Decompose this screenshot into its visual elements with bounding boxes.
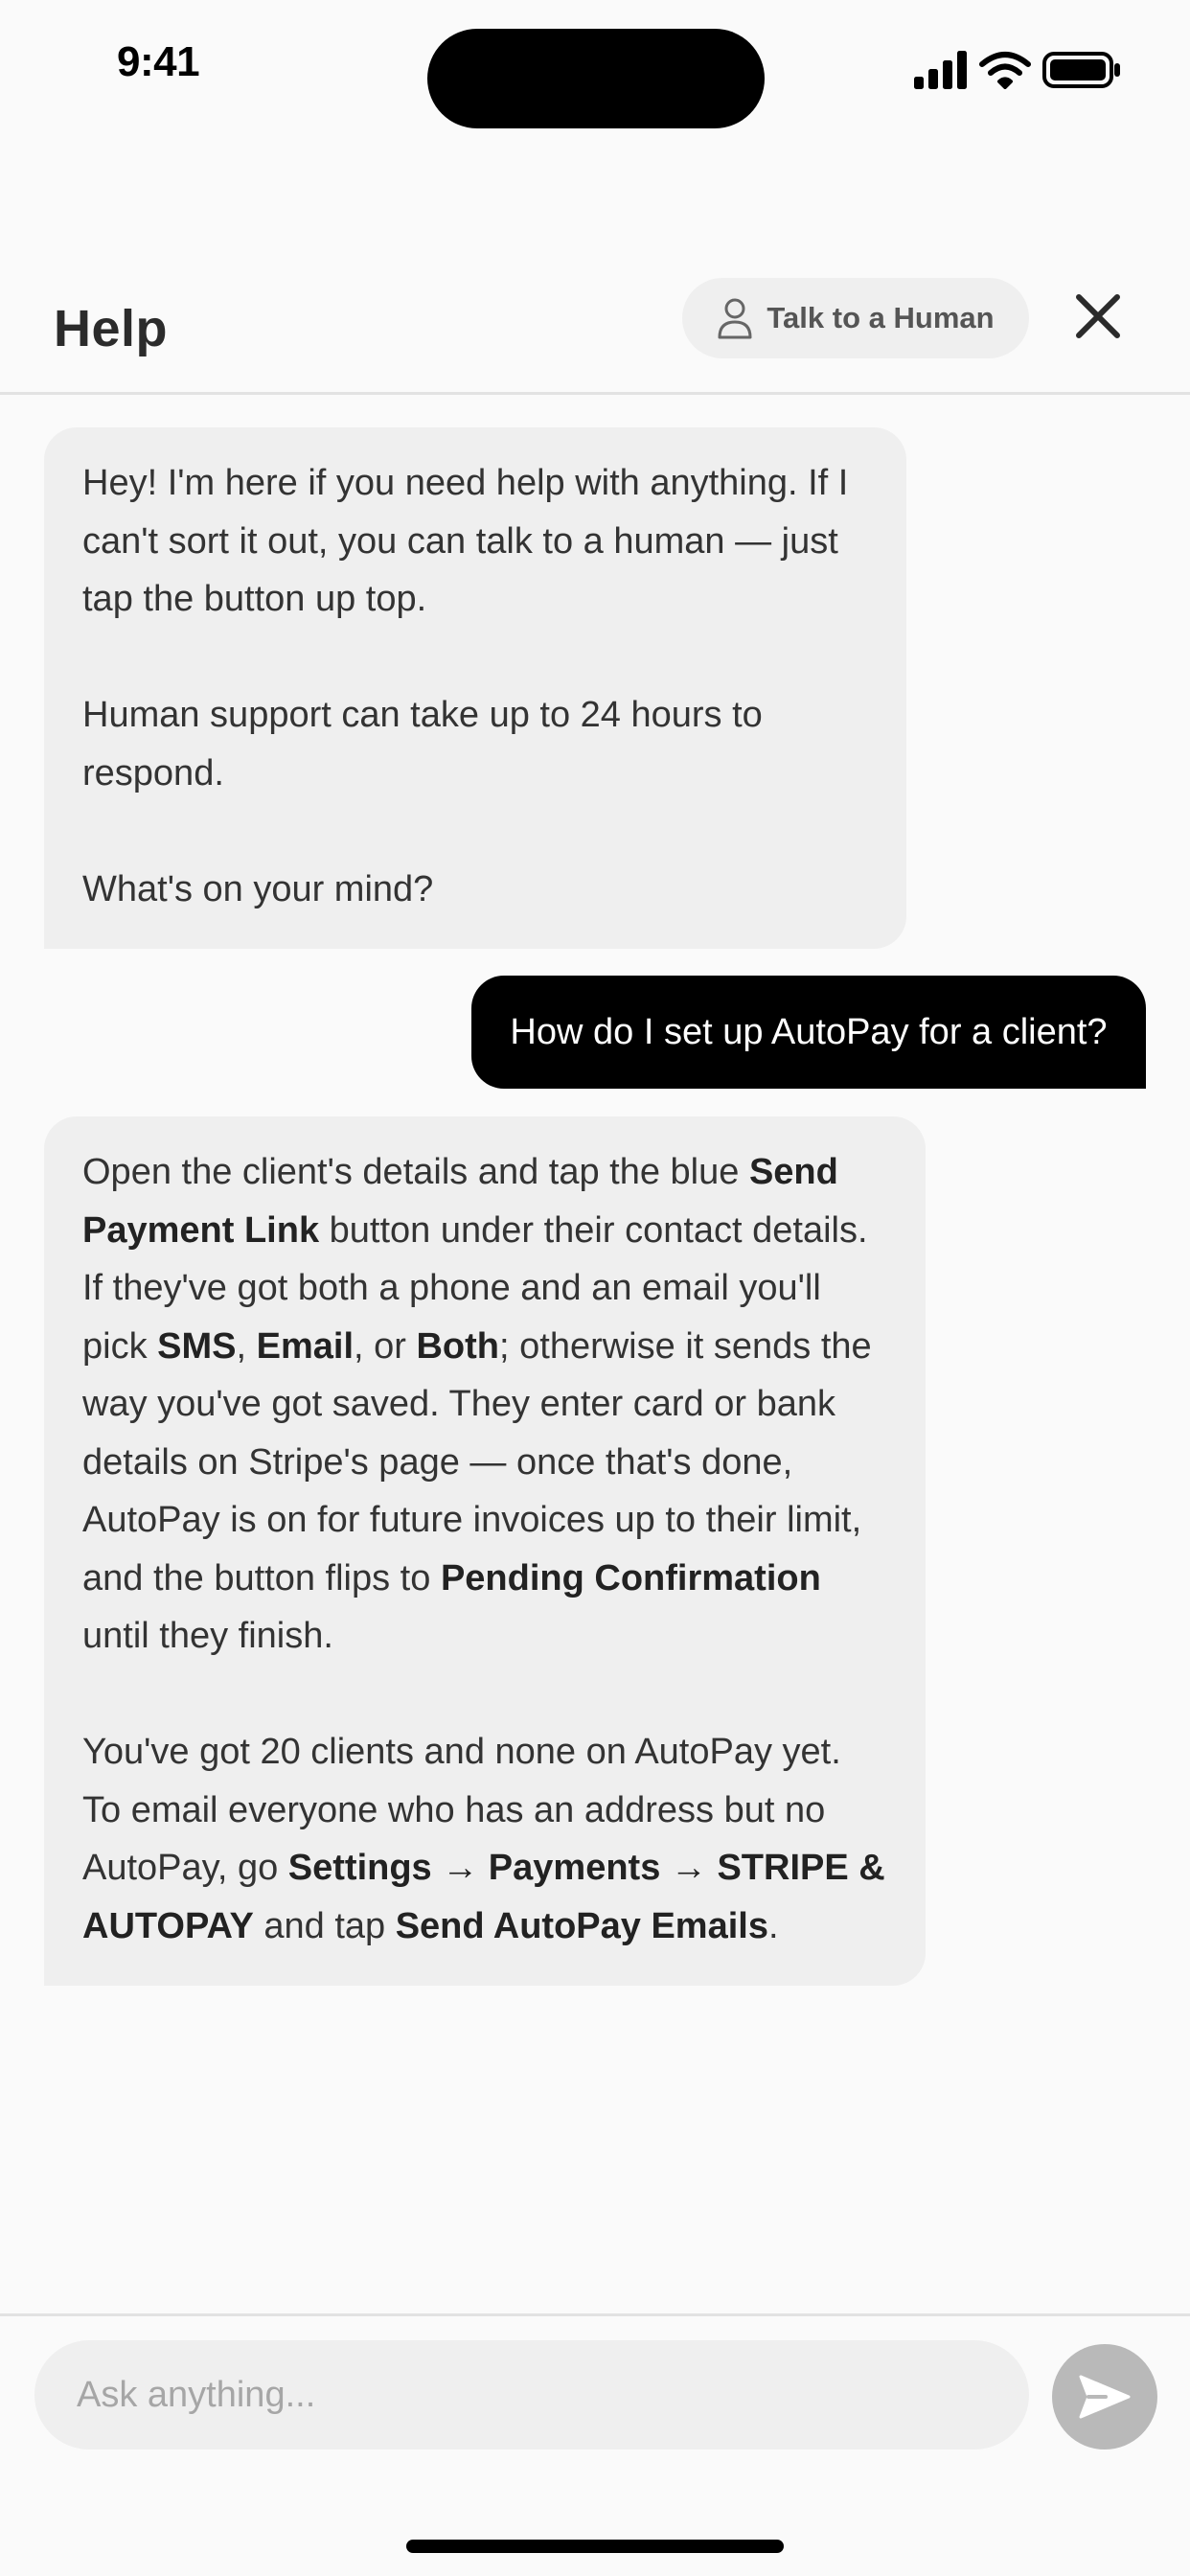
message-paragraph: Human support can take up to 24 hours to respond. — [82, 695, 763, 794]
close-icon — [1071, 289, 1125, 343]
cellular-signal-icon — [914, 51, 968, 89]
status-icons — [914, 48, 1121, 92]
page-title: Help — [54, 300, 169, 357]
close-button[interactable] — [1071, 289, 1125, 343]
status-time: 9:41 — [117, 38, 200, 85]
header — [0, 268, 1190, 395]
message-paragraph: You've got 20 clients and none on AutoPay yet. To email everyone who has an address but no AutoPay, go Settings → Payments → STRIPE & AUTOPAY and tap Send AutoPay Emails. — [82, 1732, 885, 1946]
person-icon — [717, 297, 753, 339]
message-paragraph: Open the client's details and tap the blue Send Payment Link button under their contact details. If they've got both a phone and an email you'll pick SMS, Email, or Both; otherwise it sends the way you've got saved. They enter card or bank details on Stripe's page — once that's done, AutoPay is on for future invoices up to their limit, and the button flips to Pending Confirmation until they finish. — [82, 1152, 872, 1656]
header-divider — [0, 392, 1190, 395]
assistant-message — [44, 1116, 926, 1986]
message-paragraph: What's on your mind? — [82, 868, 434, 909]
battery-icon — [1042, 51, 1121, 89]
dynamic-island — [427, 29, 765, 128]
user-message-text: How do I set up AutoPay for a client? — [510, 1011, 1108, 1052]
talk-to-human-button[interactable] — [682, 278, 1029, 358]
send-icon — [1077, 2373, 1133, 2421]
ask-input[interactable] — [34, 2340, 1029, 2450]
user-message — [471, 976, 1146, 1089]
composer-divider — [0, 2313, 1190, 2316]
wifi-icon — [979, 51, 1031, 89]
status-bar — [0, 0, 1190, 134]
message-paragraph: Hey! I'm here if you need help with anything. If I can't sort it out, you can talk to a human — just tap the button up top. — [82, 463, 849, 619]
assistant-message — [44, 427, 906, 949]
talk-to-human-label: Talk to a Human — [767, 301, 995, 334]
home-indicator — [406, 2540, 784, 2553]
send-button[interactable] — [1052, 2344, 1157, 2450]
